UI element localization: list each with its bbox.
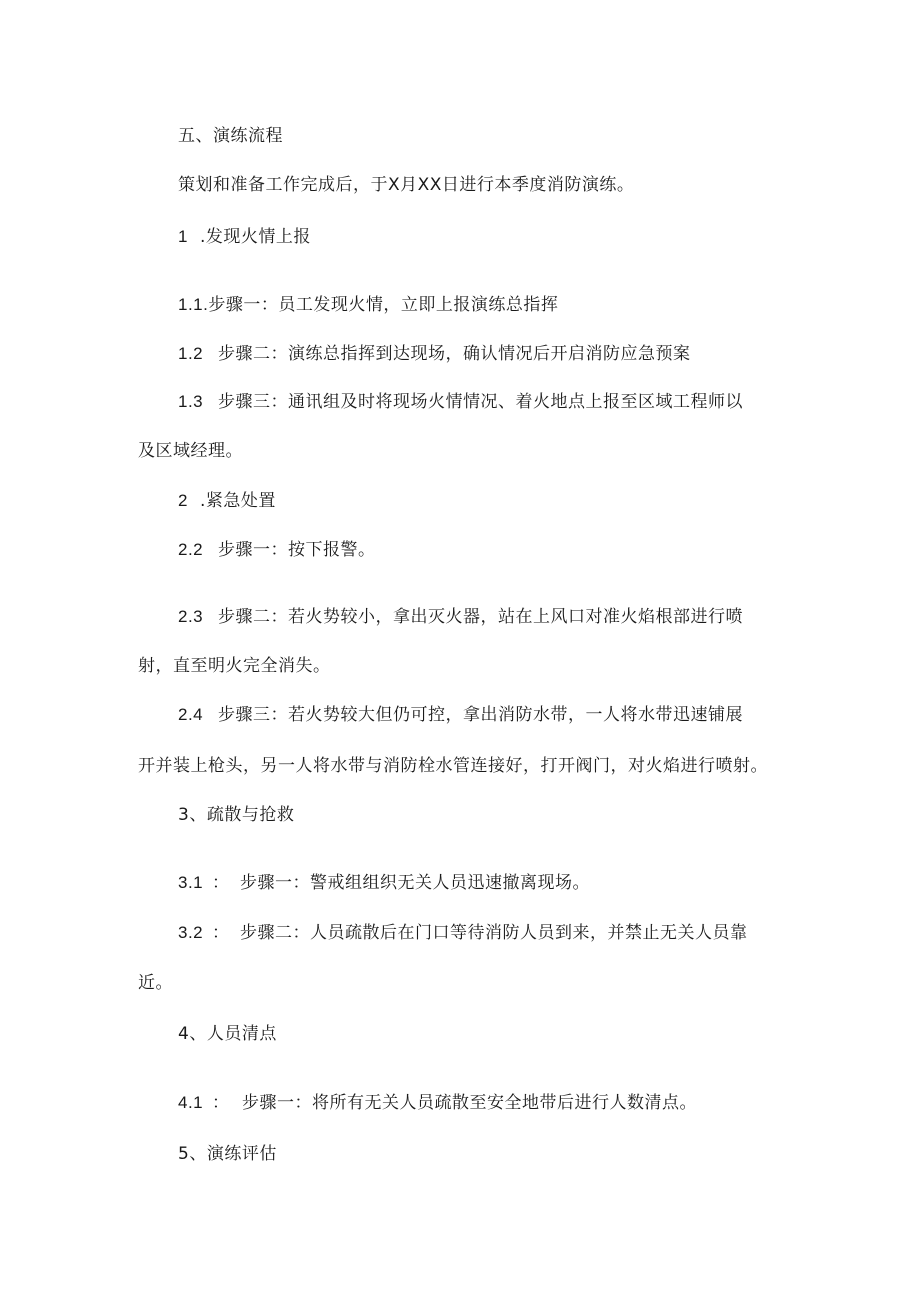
- section-4-label: 4、人员清点: [178, 1024, 277, 1044]
- section-2-number: 2: [178, 491, 188, 510]
- section-5-title: [178, 1144, 277, 1164]
- step-text: 步骤一：警戒组组织无关人员迅速撤离现场。: [240, 873, 590, 893]
- step-number: 1.3: [178, 392, 204, 411]
- step-text: 步骤二：若火势较小，拿出灭火器，站在上风口对准火焰根部进行喷: [218, 607, 743, 627]
- step-text: 步骤一：将所有无关人员疏散至安全地带后进行人数清点。: [242, 1093, 697, 1113]
- step-1-2: [178, 344, 691, 364]
- step-3-1: [178, 873, 590, 893]
- step-text: 步骤一：员工发现火情，立即上报演练总指挥: [208, 295, 559, 315]
- step-number: 2.4: [178, 705, 204, 724]
- step-3-2: [178, 923, 748, 943]
- step-2-4-continued: [138, 756, 768, 776]
- step-number: 3.2: [178, 923, 204, 942]
- section-2-title: [178, 491, 276, 511]
- step-4-1: [178, 1093, 697, 1113]
- step-text: 步骤三：若火势较大但仍可控，拿出消防水带，一人将水带迅速铺展: [218, 705, 743, 725]
- section-5-label: 5、演练评估: [178, 1144, 277, 1164]
- step-number: 1.2: [178, 344, 204, 363]
- section-heading: [178, 126, 283, 146]
- step-separator: ：: [212, 923, 230, 943]
- step-text-continued: 射，直至明火完全消失。: [138, 656, 331, 676]
- step-number: 3.1: [178, 873, 204, 892]
- intro-text: 策划和准备工作完成后，于X月XX日进行本季度消防演练。: [178, 175, 635, 195]
- step-2-3: [178, 607, 743, 627]
- step-separator: ：: [212, 1093, 230, 1113]
- step-number: 4.1: [178, 1093, 204, 1112]
- step-text-continued: 开并装上枪头，另一人将水带与消防栓水管连接好，打开阀门，对火焰进行喷射。: [138, 756, 768, 776]
- step-number: 2.3: [178, 607, 204, 626]
- intro-paragraph: [178, 175, 634, 195]
- section-1-number: 1: [178, 227, 188, 246]
- step-text-continued: 及区域经理。: [138, 441, 243, 461]
- section-3-label: 3、疏散与抢救: [178, 805, 295, 825]
- step-number: 1.1.: [178, 295, 209, 314]
- step-2-2: [178, 540, 376, 560]
- section-3-title: [178, 805, 294, 825]
- step-text: 步骤二：演练总指挥到达现场，确认情况后开启消防应急预案: [218, 344, 691, 364]
- section-2-label: .紧急处置: [200, 491, 276, 511]
- heading-text: 五、演练流程: [178, 126, 283, 146]
- step-1-1: [178, 295, 558, 315]
- step-separator: ：: [212, 873, 230, 893]
- step-3-2-continued: [138, 973, 173, 993]
- section-1-label: .发现火情上报: [200, 227, 311, 247]
- step-text: 步骤二：人员疏散后在门口等待消防人员到来，并禁止无关人员靠: [240, 923, 748, 943]
- step-1-3-continued: [138, 441, 243, 461]
- step-1-3: [178, 392, 743, 412]
- step-text-continued: 近。: [138, 973, 173, 993]
- step-number: 2.2: [178, 540, 204, 559]
- step-2-4: [178, 705, 743, 725]
- step-text: 步骤三：通讯组及时将现场火情情况、着火地点上报至区域工程师以: [218, 392, 743, 412]
- step-text: 步骤一：按下报警。: [218, 540, 376, 560]
- step-2-3-continued: [138, 656, 331, 676]
- section-1-title: [178, 227, 311, 247]
- section-4-title: [178, 1024, 277, 1044]
